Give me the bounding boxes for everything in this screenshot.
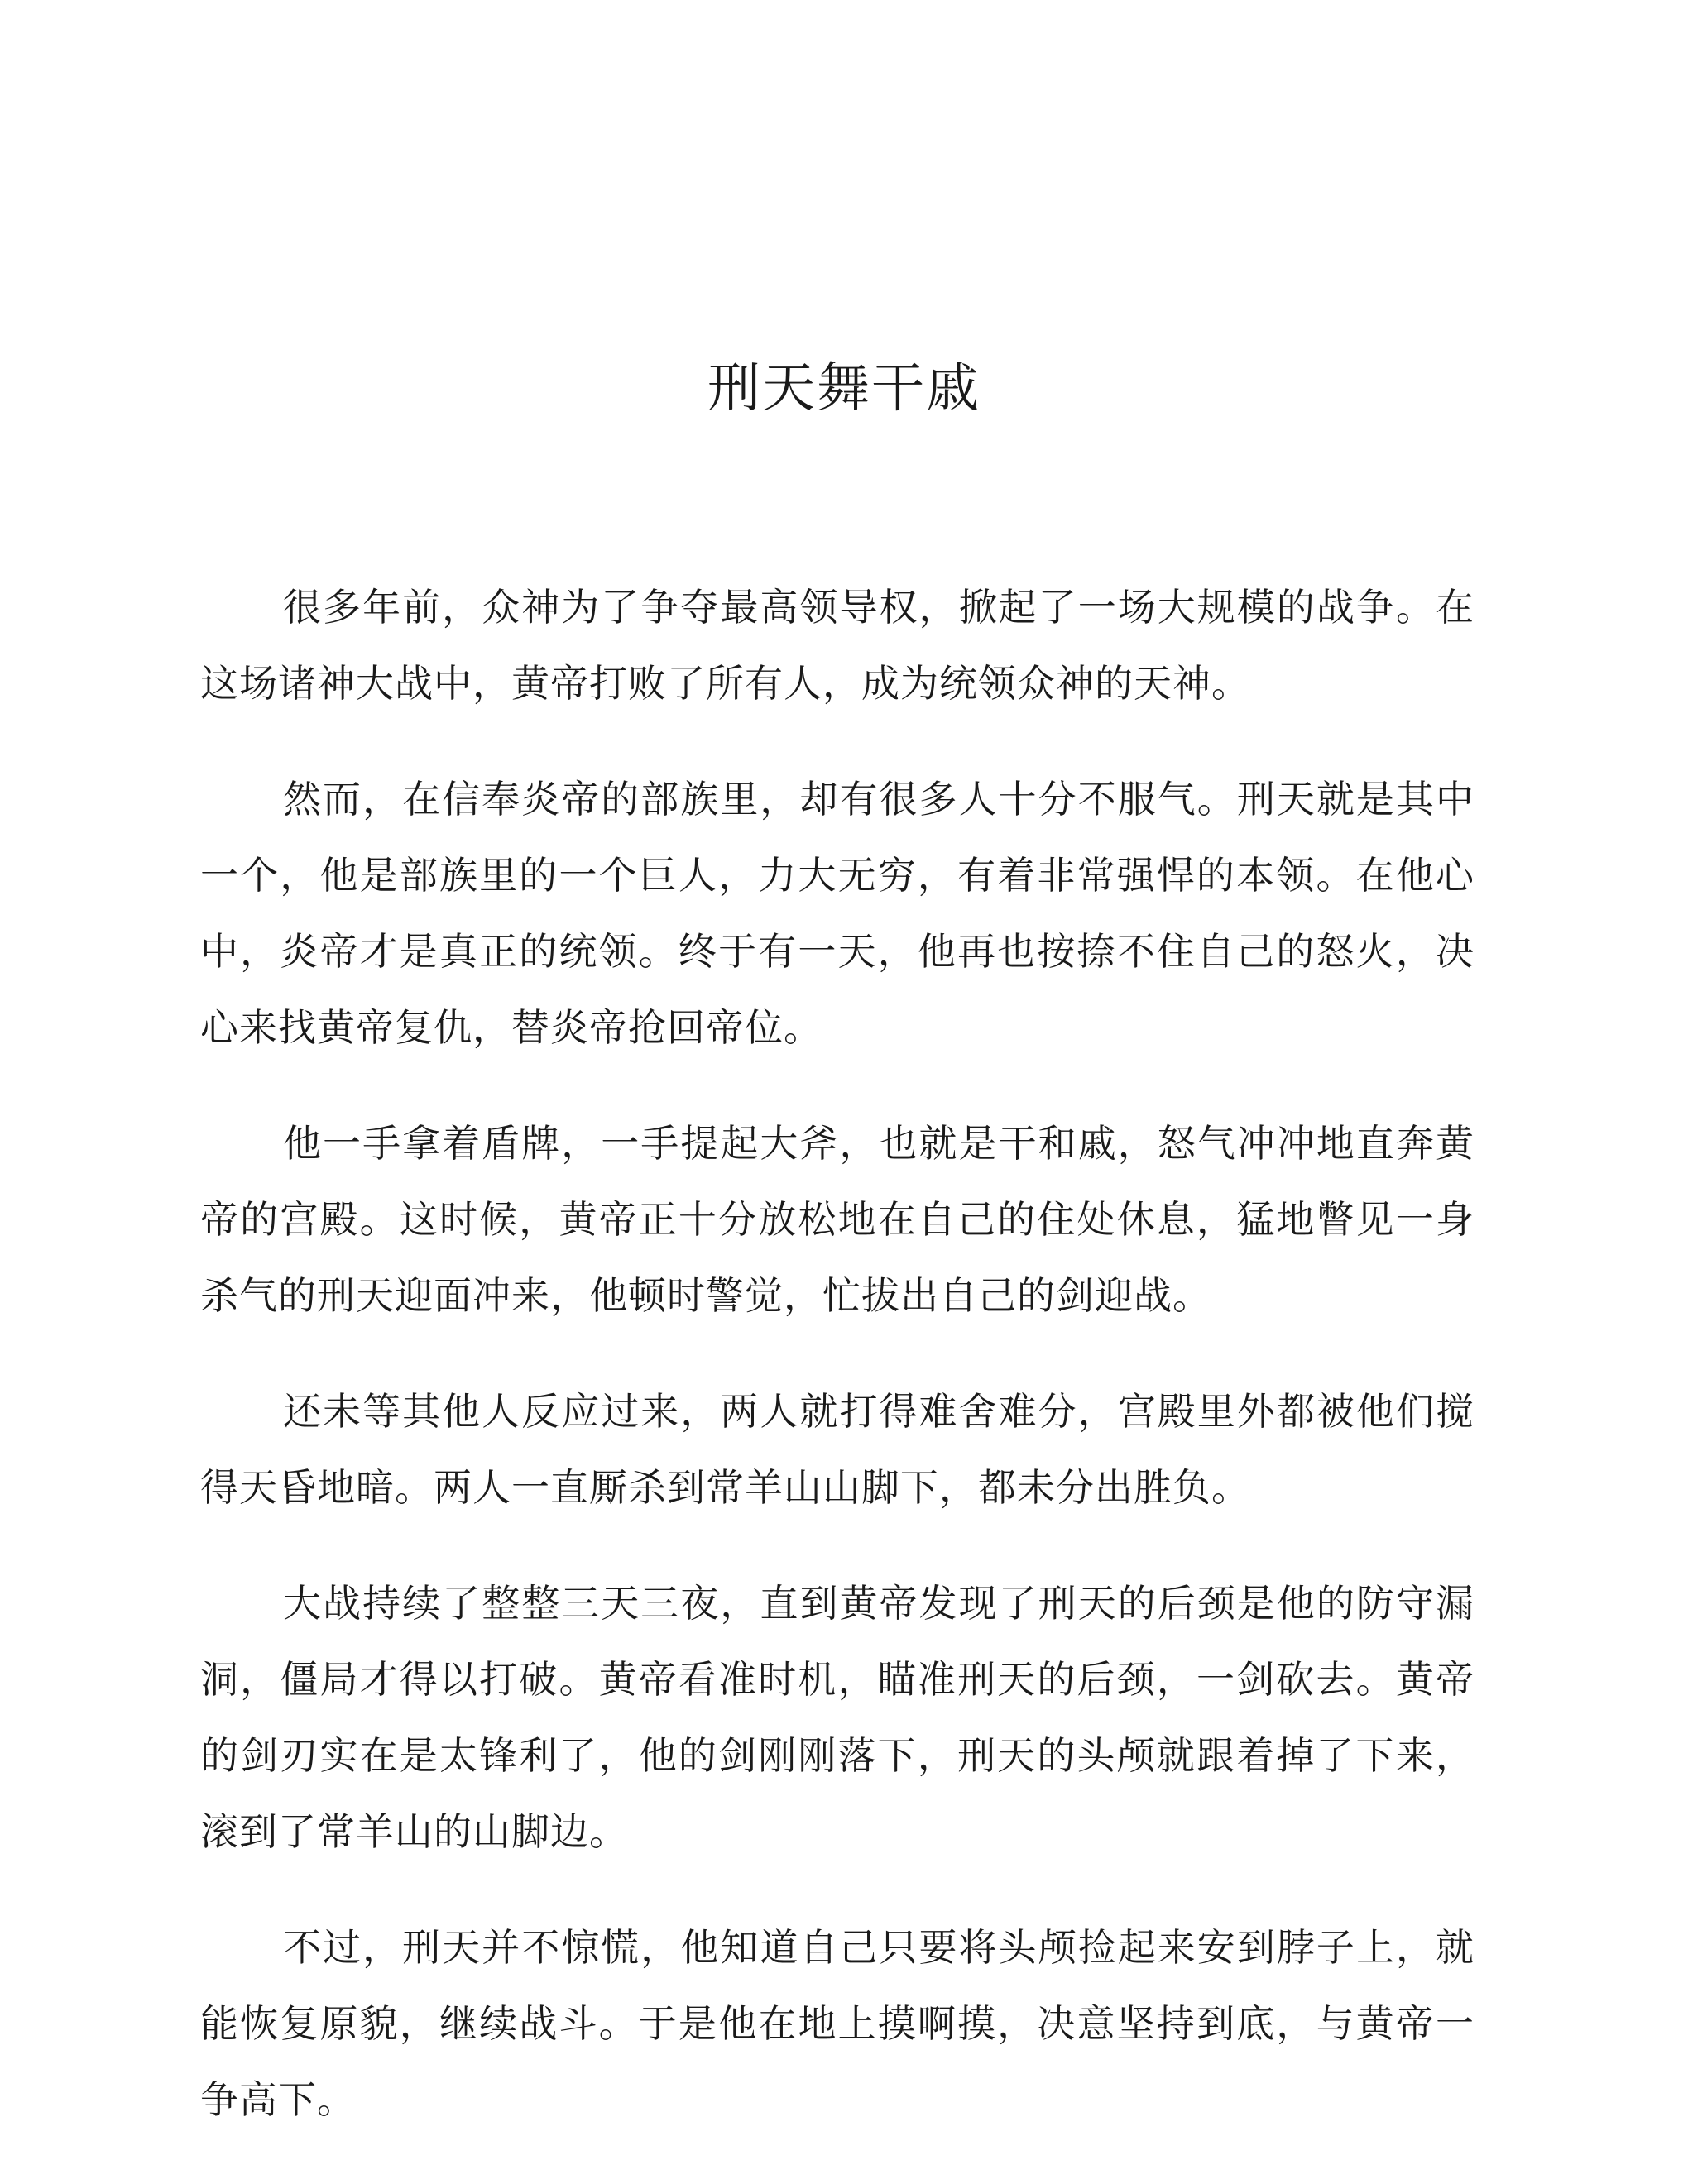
paragraph-5: 大战持续了整整三天三夜，直到黄帝发现了刑天的后颈是他的防守漏洞，僵局才得以打破。黄帝看准时机，瞄准刑天的后颈，一剑砍去。黄帝的剑刃实在是太锋利了，他的剑刚刚落下，刑天的头颅就跟着掉了下来，滚到了常羊山的山脚边。 bbox=[200, 1581, 1475, 1854]
paragraph-3: 他一手拿着盾牌，一手提起大斧，也就是干和戚，怒气冲冲地直奔黄帝的宫殿。这时候，黄帝正十分放松地在自己的住处休息，猛地瞥见一身杀气的刑天迎面冲来，他顿时警觉，忙拔出自己的剑迎战。 bbox=[200, 1121, 1475, 1318]
paragraph-6: 不过，刑天并不惊慌，他知道自己只要将头颅捡起来安到脖子上，就能恢复原貌，继续战斗。于是他在地上摸啊摸，决意坚持到底，与黄帝一争高下。 bbox=[200, 1925, 1475, 2122]
page-title: 刑天舞干戚 bbox=[707, 358, 981, 419]
story-body bbox=[200, 569, 1475, 2177]
paragraph-4: 还未等其他人反应过来，两人就打得难舍难分，宫殿里外都被他们搅得天昏地暗。两人一直厮杀到常羊山山脚下，都未分出胜负。 bbox=[200, 1389, 1475, 1510]
paragraph-1: 很多年前，众神为了争夺最高领导权，掀起了一场大规模的战争。在这场诸神大战中，黄帝打败了所有人，成为统领众神的天神。 bbox=[200, 585, 1475, 706]
paragraph-2: 然而，在信奉炎帝的部族里，却有很多人十分不服气。刑天就是其中一个，他是部族里的一个巨人，力大无穷，有着非常强悍的本领。在他心中，炎帝才是真正的统领。终于有一天，他再也按捺不住自己的怒火，决心来找黄帝复仇，替炎帝抢回帝位。 bbox=[200, 777, 1475, 1050]
